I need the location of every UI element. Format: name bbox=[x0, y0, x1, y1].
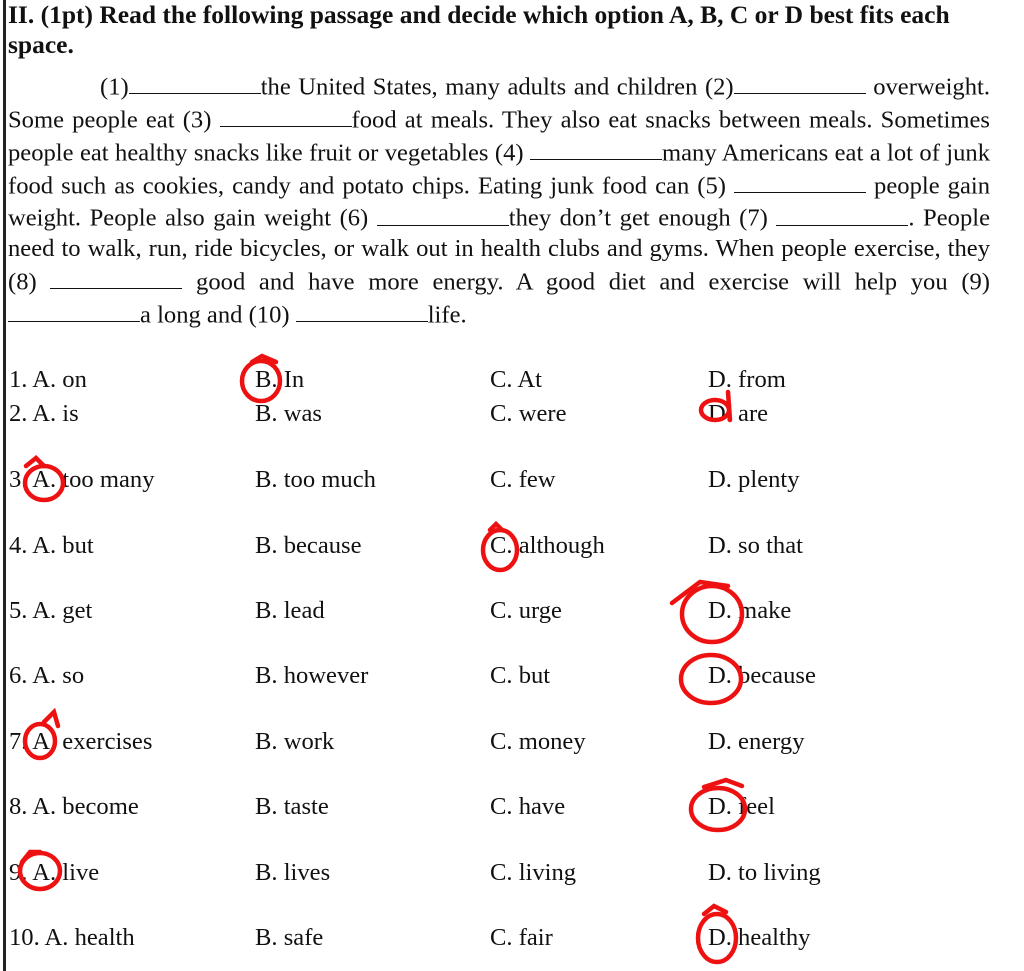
passage-text: good and have more energy. A bbox=[182, 268, 533, 296]
passage-text: clubs and gyms. When people exercise, they (8) bbox=[8, 235, 990, 296]
option-b: B. lives bbox=[255, 859, 331, 886]
passage-text: Americans eat a lot of junk food such as cookies, candy and potato chips. Eating junk food bbox=[8, 139, 991, 199]
option-b: B. too much bbox=[255, 466, 376, 493]
circle-mark-q10-tail bbox=[704, 906, 726, 914]
blank-1 bbox=[129, 70, 261, 94]
circle-mark-q8-tail bbox=[704, 780, 742, 787]
option-d: D. because bbox=[708, 662, 816, 689]
option-b: B. lead bbox=[255, 597, 325, 624]
option-c: C. although bbox=[490, 532, 605, 559]
passage-text: a long and (10) bbox=[140, 301, 296, 329]
blank-5 bbox=[734, 169, 866, 193]
option-c: C. were bbox=[490, 400, 567, 427]
option-d: D. from bbox=[708, 366, 786, 393]
passage-text: people gain weight. People also gain weight (6) bbox=[8, 171, 990, 232]
option-b: B. taste bbox=[255, 793, 329, 820]
option-a: 9. A. live bbox=[9, 859, 100, 886]
option-d: D. make bbox=[708, 597, 792, 624]
passage-text: food at meals. They also eat snacks between bbox=[351, 106, 801, 134]
passage-text: get enough (7) bbox=[619, 204, 777, 232]
passage-text: overweight. Some people eat (3) bbox=[8, 73, 990, 134]
option-a: 2. A. is bbox=[9, 400, 79, 427]
passage-text: can (5) bbox=[655, 171, 735, 199]
option-d: D. are bbox=[708, 400, 769, 427]
question-row-2 bbox=[0, 396, 1024, 432]
blank-7 bbox=[776, 201, 908, 225]
passage-text: they don’t bbox=[508, 204, 612, 232]
option-b: B. because bbox=[255, 532, 362, 559]
option-b: B. work bbox=[255, 728, 335, 755]
option-b: B. was bbox=[255, 400, 322, 427]
passage-text: life. bbox=[427, 301, 467, 329]
option-b: B. safe bbox=[255, 924, 324, 951]
passage-text: meals. Sometimes people eat healthy snacks like fruit or vegetables (4) bbox=[8, 106, 990, 167]
option-a: 6. A. so bbox=[9, 662, 85, 689]
option-c: C. but bbox=[490, 662, 551, 689]
question-row-8 bbox=[0, 789, 1024, 825]
option-c: C. living bbox=[490, 859, 577, 886]
option-c: C. money bbox=[490, 728, 586, 755]
option-a: 3. A. too many bbox=[9, 466, 155, 493]
option-d: D. energy bbox=[708, 728, 805, 755]
blank-8 bbox=[50, 265, 182, 289]
option-d: D. to living bbox=[708, 859, 821, 886]
passage-text: the United States, many adults and children (2) bbox=[260, 73, 734, 101]
option-b: B. In bbox=[255, 366, 305, 393]
question-row-9 bbox=[0, 855, 1024, 891]
blank-2 bbox=[734, 70, 866, 94]
option-a: 1. A. on bbox=[9, 366, 87, 393]
question-row-6 bbox=[0, 658, 1024, 694]
option-a: 5. A. get bbox=[9, 597, 93, 624]
passage-text: . People need to walk, run, ride bicycles, or walk out in health bbox=[8, 204, 990, 263]
option-d: D. plenty bbox=[708, 466, 800, 493]
option-a: 8. A. become bbox=[9, 793, 139, 820]
passage-text: many bbox=[662, 139, 717, 167]
blank-3 bbox=[220, 103, 352, 127]
option-d: D. healthy bbox=[708, 924, 811, 951]
blank-10 bbox=[296, 298, 428, 322]
exercise-heading: II. (1pt) Read the following passage and decide which option A, B, C or D best fits each space. bbox=[8, 0, 950, 59]
question-row-10 bbox=[0, 920, 1024, 956]
passage-text: good diet and exercise will help you (9) bbox=[545, 268, 990, 296]
option-c: C. urge bbox=[490, 597, 562, 624]
reading-passage bbox=[8, 70, 990, 331]
option-b: B. however bbox=[255, 662, 369, 689]
passage-text: (1) bbox=[100, 73, 129, 101]
option-d: D. so that bbox=[708, 532, 803, 559]
option-c: C. At bbox=[490, 366, 542, 393]
question-row-1 bbox=[0, 362, 1024, 398]
option-c: C. few bbox=[490, 466, 556, 493]
question-row-3 bbox=[0, 462, 1024, 498]
option-c: C. fair bbox=[490, 924, 553, 951]
blank-9 bbox=[8, 298, 140, 322]
question-row-5 bbox=[0, 593, 1024, 629]
option-d: D. feel bbox=[708, 793, 775, 820]
blank-4 bbox=[530, 136, 662, 160]
question-row-7 bbox=[0, 724, 1024, 760]
option-a: 4. A. but bbox=[9, 532, 94, 559]
option-a: 7. A. exercises bbox=[9, 728, 153, 755]
option-a: 10. A. health bbox=[9, 924, 135, 951]
option-c: C. have bbox=[490, 793, 566, 820]
blank-6 bbox=[377, 201, 509, 225]
question-row-4 bbox=[0, 528, 1024, 564]
